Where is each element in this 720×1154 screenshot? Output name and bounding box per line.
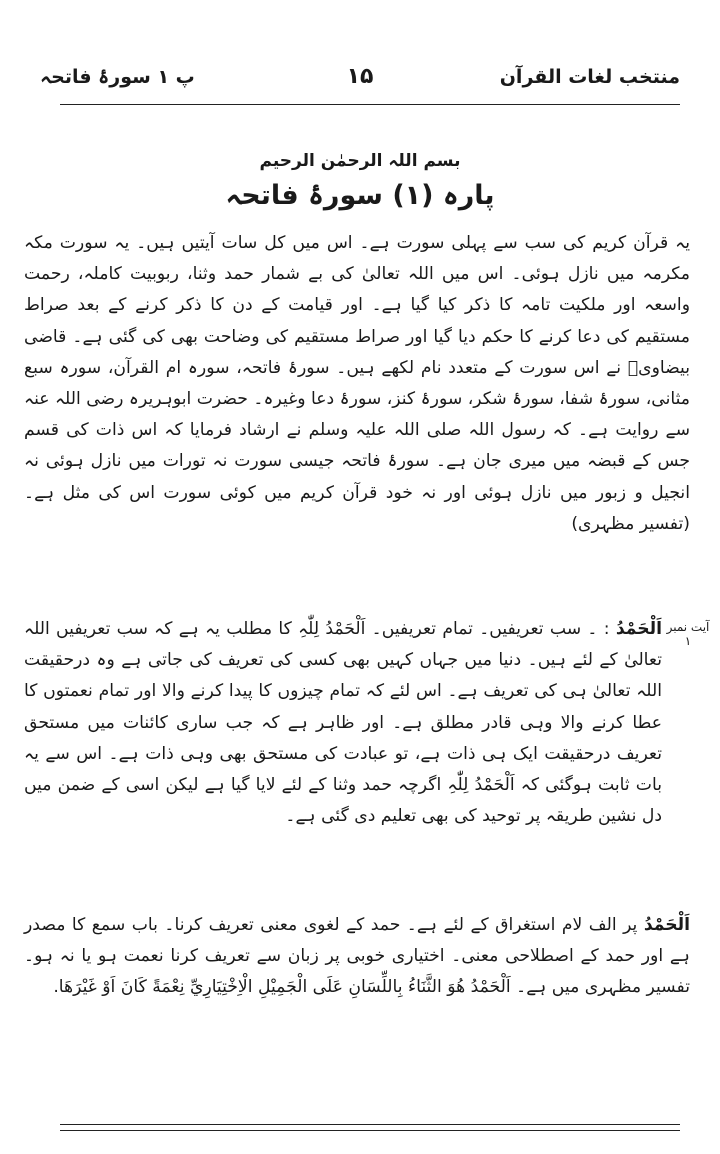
alhamd-term: اَلْحَمْدُ xyxy=(615,619,663,639)
alhamd-paragraph xyxy=(24,614,662,832)
chapter-title: پارہ (۱) سورۂ فاتحہ xyxy=(225,180,495,211)
alhamd-term-2: اَلْحَمْدُ xyxy=(643,915,690,935)
footer-rule-2 xyxy=(60,1130,680,1131)
intro-paragraph: یہ قرآن کریم کی سب سے پہلی سورت ہے۔ اس میں کل سات آیتیں ہیں۔ یہ سورت مکہ مکرمہ میں نازل ہوئی۔ اس میں اللہ تعالیٰ کی بے شمار حمد وثنا، ربوبیت کاملہ، رحمت واسعہ اور ملکیت تامہ کا ذکر کیا گیا ہے۔ اور قیامت کے دن کا ذکر کرنے کے بعد صراط مستقیم کی دعا کرنے کا حکم دیا گیا اور صراط مستقیم کی وضاحت بھی کی گئی ہے۔ قاضی بیضاویؒ نے اس سورت کے متعدد نام لکھے ہیں۔ سورۂ فاتحہ، سورہ ام القرآن، سورہ سبع مثانی، سورۂ شفا، سورۂ شکر، سورۂ کنز، سورۂ دعا وغیرہ۔ حضرت ابوہریرہ رضی اللہ عنہ سے روایت ہے۔ کہ رسول اللہ صلی اللہ علیہ وسلم نے ارشاد فرمایا کہ اس ذات کی قسم جس کے قبضہ میں میری جان ہے۔ سورۂ فاتحہ جیسی سورت نہ تورات میں نازل ہوئی نہ انجیل و زبور میں نازل ہوئی اور نہ خود قرآن کریم میں کوئی سورت اس کی مثل ہے۔ (تفسیر مظہری) xyxy=(24,233,690,534)
verse-number-label: آیت نمبر ۱ xyxy=(666,620,710,648)
surah-label: پ ۱ سورۂ فاتحہ xyxy=(40,66,195,88)
page-header xyxy=(40,60,680,100)
footer-rule-1 xyxy=(60,1124,680,1125)
header-rule xyxy=(60,104,680,105)
bismillah: بسم اللہ الرحمٰن الرحیم xyxy=(259,151,461,171)
istighraq-explanation: پر الف لام استغراق کے لئے ہے۔ حمد کے لغوی معنی تعریف کرنا۔ باب سمع کا مصدر ہے اور حمد کے اصطلاحی معنی۔ اختیاری خوبی پر زبان سے تعریف کرنا نعمت ہو یا نہ ہو۔ تفسیر مظہری میں ہے۔ اَلْحَمْدُ هُوَ الثَّنَاءُ بِاللِّسَانِ عَلَى الْجَمِيْلِ الْاِخْتِيَارِيِّ نِعْمَةً كَانَ اَوْ غَيْرَهَا. xyxy=(24,915,690,998)
alhamd-explanation: : ۔ سب تعریفیں۔ تمام تعریفیں۔ اَلْحَمْدُ لِلّٰہِ کا مطلب یہ ہے کہ سب تعریفیں اللہ تعالیٰ کے لئے ہیں۔ دنیا میں جہاں کہیں بھی کسی کی تعریف کی جاتی ہے وہ درحقیقت اللہ تعالیٰ ہی کی تعریف ہے۔ اس لئے کہ تمام چیزوں کا پیدا کرنے والا اور تمام نعمتوں کا عطا کرنے والا وہی قادر مطلق ہے۔ اور ظاہر ہے کہ جب ساری کائنات میں مستحق تعریف درحقیقت ایک ہی ذات ہے، تو عبادت کی مستحق بھی وہی ذات ہے۔ اس سے یہ بات ثابت ہوگئی کہ اَلْحَمْدُ لِلّٰہِ اگرچہ حمد وثنا کے لئے لایا گیا ہے لیکن اسی کے ضمن میں دل نشین طریقہ پر توحید کی بھی تعلیم دی گئی ہے۔ xyxy=(24,619,662,827)
book-title: منتخب لغات القرآن xyxy=(499,66,680,88)
istighraq-paragraph xyxy=(24,910,690,1004)
page-number: ۱۵ xyxy=(346,64,374,89)
